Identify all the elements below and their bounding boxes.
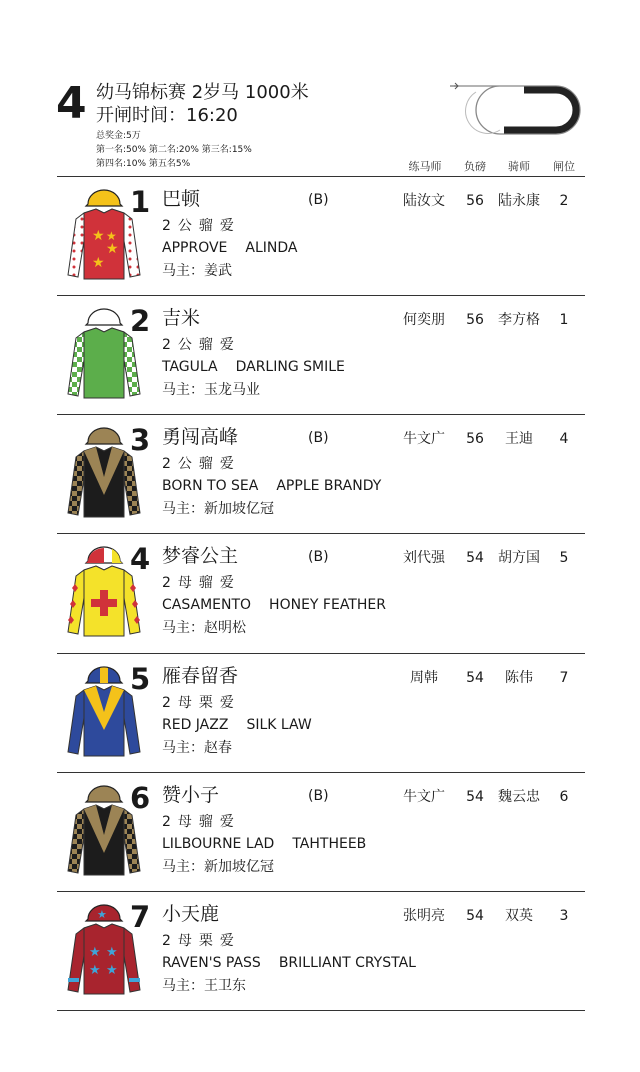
weight: 56: [466, 312, 484, 328]
prize-split-2: 第四名:10% 第五名5%: [96, 159, 191, 169]
weight: 54: [466, 550, 484, 566]
svg-text:★: ★: [97, 908, 107, 921]
runner-number: 4: [130, 542, 151, 576]
horse-name: 梦睿公主: [162, 545, 239, 567]
svg-text:★: ★: [92, 255, 105, 271]
runner-row: [0, 773, 640, 892]
blinkers-flag: (B): [308, 192, 329, 208]
draw: 4: [559, 431, 569, 447]
svg-text:★: ★: [106, 963, 118, 978]
col-weight: 负磅: [464, 160, 486, 173]
runner-number: 3: [130, 423, 151, 457]
jockey-name: 胡方国: [498, 550, 540, 566]
weight: 56: [466, 431, 484, 447]
sire: CASAMENTO: [162, 597, 252, 613]
draw: 6: [559, 789, 569, 805]
trainer-name: 张明亮: [403, 908, 445, 924]
svg-text:★: ★: [89, 963, 101, 978]
race-title: 幼马锦标赛 2岁马 1000米: [96, 82, 309, 103]
draw: 1: [559, 312, 569, 328]
jockey-name: 王迪: [505, 431, 533, 447]
jockey-name: 陆永康: [498, 193, 540, 209]
owner: 马主：新加坡亿冠: [162, 859, 274, 875]
weight: 56: [466, 193, 484, 209]
runner-number: 5: [130, 662, 151, 696]
pedigree: [162, 596, 404, 614]
col-trainer: 练马师: [408, 160, 442, 173]
dam: TAHTHEEB: [292, 836, 367, 852]
horse-description: 2公骝爱: [162, 456, 241, 472]
pedigree: [162, 477, 399, 495]
draw: 3: [559, 908, 569, 924]
horse-description: 2母骝爱: [162, 814, 241, 830]
runner-row: [0, 415, 640, 534]
dam: HONEY FEATHER: [269, 597, 386, 613]
svg-text:★: ★: [106, 229, 117, 243]
horse-name: 巴顿: [162, 188, 201, 210]
blinkers-flag: (B): [308, 430, 329, 446]
owner: 马主：新加坡亿冠: [162, 501, 274, 517]
pedigree: [162, 954, 434, 972]
draw: 7: [559, 670, 569, 686]
trainer-name: 牛文广: [403, 789, 445, 805]
jockey-name: 李方格: [498, 312, 540, 328]
runner-number: 6: [130, 781, 151, 815]
horse-name: 赞小子: [162, 784, 220, 806]
sire: RAVEN'S PASS: [162, 955, 261, 971]
race-start-time: 开闸时间：16:20: [96, 105, 238, 126]
dam: APPLE BRANDY: [276, 478, 382, 494]
owner: 马主：王卫东: [162, 978, 246, 994]
horse-description: 2公骝爱: [162, 337, 241, 353]
track-map-icon: [448, 78, 586, 140]
divider: [57, 1010, 585, 1011]
draw: 2: [559, 193, 569, 209]
runner-number: 7: [130, 900, 151, 934]
weight: 54: [466, 789, 484, 805]
runner-row: [0, 177, 640, 296]
svg-text:★: ★: [89, 945, 101, 960]
owner: 马主：赵明松: [162, 620, 246, 636]
dam: ALINDA: [245, 240, 298, 256]
pedigree: [162, 716, 330, 734]
owner: 马主：姜武: [162, 263, 232, 279]
runner-number: 2: [130, 304, 151, 338]
runner-row: [0, 892, 640, 1011]
runner-row: [0, 534, 640, 653]
svg-text:★: ★: [106, 241, 119, 257]
horse-description: 2母骝爱: [162, 575, 241, 591]
sire: TAGULA: [162, 359, 218, 375]
trainer-name: 何奕朋: [403, 312, 445, 328]
trainer-name: 牛文广: [403, 431, 445, 447]
draw: 5: [559, 550, 569, 566]
sire: APPROVE: [162, 240, 228, 256]
runner-number: 1: [130, 185, 151, 219]
jockey-name: 双英: [505, 908, 533, 924]
blinkers-flag: (B): [308, 549, 329, 565]
owner: 马主：赵春: [162, 740, 232, 756]
sire: RED JAZZ: [162, 717, 229, 733]
runner-row: [0, 654, 640, 773]
trainer-name: 陆汝文: [403, 193, 445, 209]
trainer-name: 刘代强: [403, 550, 445, 566]
jockey-name: 魏云忠: [498, 789, 540, 805]
prize-split-1: 第一名:50% 第二名:20% 第三名:15%: [96, 145, 252, 155]
col-jockey: 骑师: [508, 160, 530, 173]
dam: BRILLIANT CRYSTAL: [278, 955, 416, 971]
horse-description: 2公骝爱: [162, 218, 241, 234]
race-number: 4: [56, 78, 87, 129]
horse-name: 小天鹿: [162, 903, 220, 925]
horse-name: 勇闯高峰: [162, 426, 239, 448]
svg-text:★: ★: [106, 945, 118, 960]
dam: SILK LAW: [246, 717, 312, 733]
prize-total: 总奖金:5万: [96, 131, 141, 141]
horse-description: 2母栗爱: [162, 933, 241, 949]
horse-name: 吉米: [162, 307, 201, 329]
horse-description: 2母栗爱: [162, 695, 241, 711]
svg-text:★: ★: [92, 228, 105, 244]
col-draw: 闸位: [553, 160, 575, 173]
weight: 54: [466, 670, 484, 686]
pedigree: [162, 835, 384, 853]
runner-row: [0, 296, 640, 415]
race-header: [0, 0, 640, 178]
pedigree: [162, 358, 363, 376]
jockey-name: 陈伟: [505, 670, 533, 686]
horse-name: 雁春留香: [162, 665, 239, 687]
pedigree: [162, 239, 315, 257]
sire: LILBOURNE LAD: [162, 836, 275, 852]
dam: DARLING SMILE: [235, 359, 345, 375]
blinkers-flag: (B): [308, 788, 329, 804]
trainer-name: 周韩: [410, 670, 438, 686]
sire: BORN TO SEA: [162, 478, 259, 494]
weight: 54: [466, 908, 484, 924]
owner: 马主：玉龙马业: [162, 382, 260, 398]
